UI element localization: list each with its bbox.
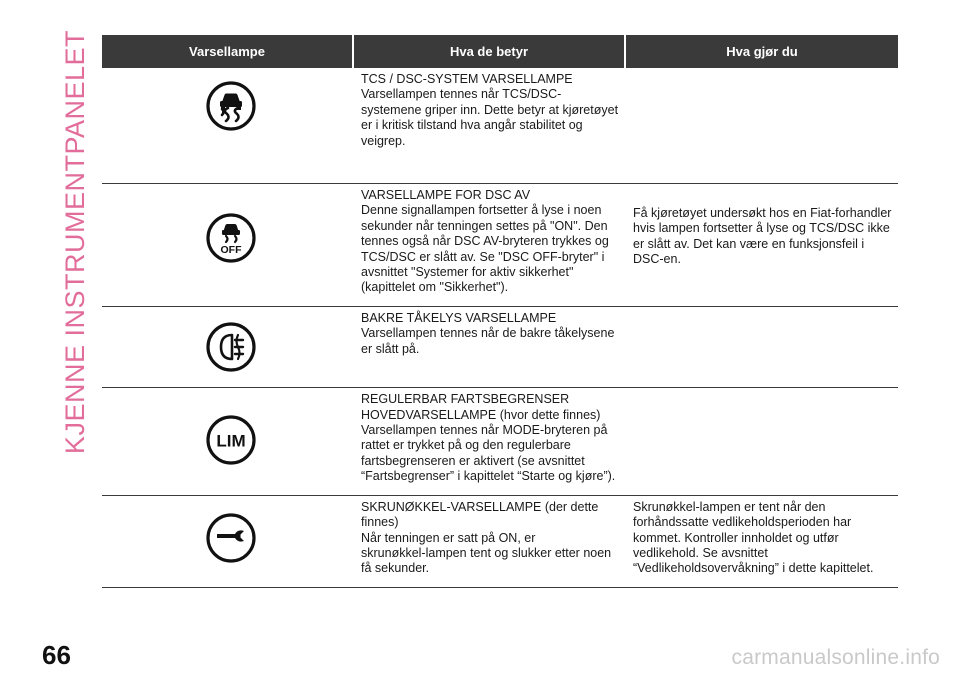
- table-row: [102, 68, 898, 184]
- meaning-cell: REGULERBAR FARTSBEGRENSER HOVEDVARSELLAMPE (hvor dette finnes) Varsellampen tennes når MODE-bryteren på rattet er trykket på og den regulerbare fartsbegrenseren er aktivert (se avsnittet “Fartsbegrenser” i kapittelet “Starte og kjøre”).: [353, 388, 625, 495]
- page-number: 66: [42, 640, 71, 670]
- chapter-title-text: KJENNE INSTRUMENTPANELET: [59, 30, 90, 455]
- table-header-row: [102, 35, 898, 68]
- tcs-dsc-skid-icon: [205, 80, 257, 132]
- lamp-icon-cell: [102, 495, 353, 587]
- table-row: [102, 184, 898, 307]
- wrench-icon: [205, 512, 257, 564]
- table-row: [102, 388, 898, 495]
- action-cell: [625, 388, 898, 495]
- lamp-icon-cell: [102, 68, 353, 184]
- lamp-icon-cell: [102, 306, 353, 387]
- action-cell: Skrunøkkel-lampen er tent når den forhåndssatte vedlikeholdsperioden har kommet. Kontroller innholdet og utfør vedlikehold. Se avsnittet “Vedlikeholdsovervåkning” i dette kapittelet.: [625, 495, 898, 587]
- meaning-cell: TCS / DSC-SYSTEM VARSELLAMPE Varsellampen tennes når TCS/DSC- systemene griper inn. Dette betyr at kjøretøyet er i kritisk tilstand hva angår stabilitet og veigrep.: [353, 68, 625, 184]
- warning-lamp-table: [102, 35, 898, 588]
- table-row: [102, 306, 898, 387]
- meaning-cell: BAKRE TÅKELYS VARSELLAMPE Varsellampen tennes når de bakre tåkelysene er slått på.: [353, 306, 625, 387]
- rear-fog-light-icon: [205, 321, 257, 373]
- action-cell: [625, 306, 898, 387]
- speed-limiter-icon: [205, 414, 257, 466]
- lamp-icon-cell: [102, 388, 353, 495]
- lamp-icon-cell: [102, 184, 353, 307]
- chapter-side-title: [55, 30, 95, 455]
- watermark: carmanualsonline.info: [731, 646, 940, 669]
- dsc-off-icon: [205, 212, 257, 264]
- meaning-cell: VARSELLAMPE FOR DSC AV Denne signallampen fortsetter å lyse i noen sekunder når tenningen settes på "ON". Den tennes også når DSC AV-bryteren trykkes og TCS/DSC er slått av. Se "DSC OFF-bryter" i avsnittet "Systemer for aktiv sikkerhet" (kapittelet om "Sikkerhet").: [353, 184, 625, 307]
- header-action: Hva gjør du: [625, 35, 898, 68]
- header-warning-lamp: Varsellampe: [102, 35, 353, 68]
- action-cell: Få kjøretøyet undersøkt hos en Fiat-forhandler hvis lampen fortsetter å lyse og TCS/DSC ikke er slått av. Det kan være en funksjonsfeil i DSC-en.: [625, 184, 898, 307]
- svg-text:OFF: OFF: [220, 244, 241, 256]
- header-meaning: Hva de betyr: [353, 35, 625, 68]
- meaning-cell: SKRUNØKKEL-VARSELLAMPE (der dette finnes) Når tenningen er satt på ON, er skrunøkkel-lampen tent og slukker etter noen få sekunder.: [353, 495, 625, 587]
- svg-text:LIM: LIM: [215, 431, 246, 451]
- table-row: [102, 495, 898, 587]
- action-cell: [625, 68, 898, 184]
